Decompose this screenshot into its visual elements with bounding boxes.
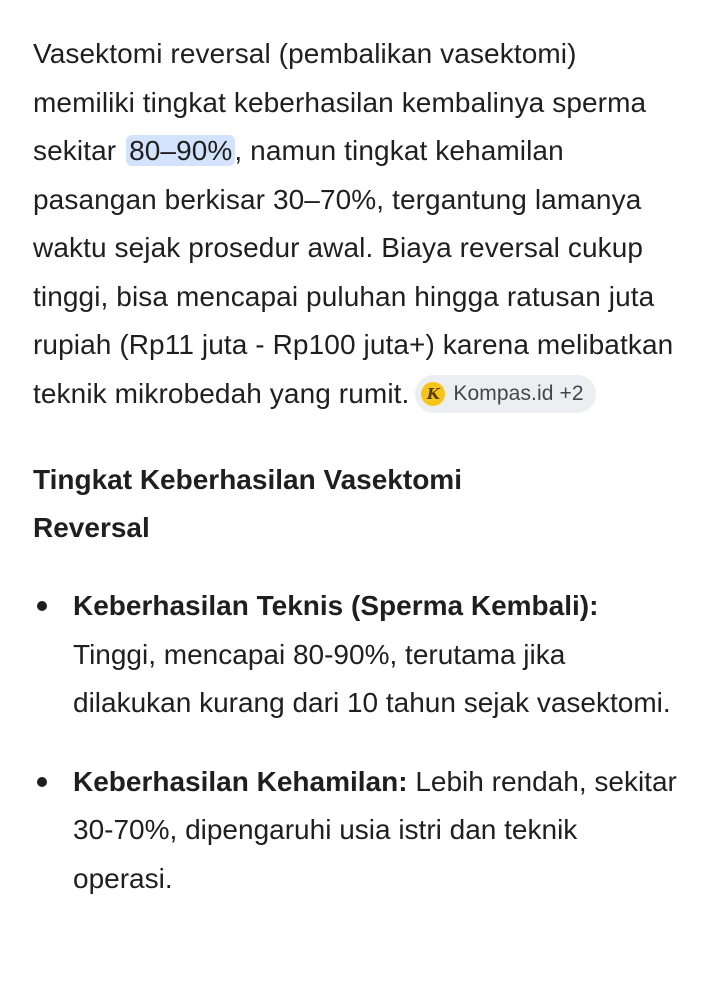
success-list: [33, 582, 680, 903]
highlighted-stat[interactable]: 80–90%: [126, 135, 235, 166]
bullet-icon: [37, 601, 47, 611]
source-count: +2: [559, 381, 584, 405]
list-item-text: Tinggi, mencapai 80-90%, terutama jika dilakukan kurang dari 10 tahun sejak vasektomi.: [73, 638, 671, 718]
summary-text-2: , namun tingkat kehamilan pasangan berkisar 30–70%, tergantung lamanya waktu sejak prosedur awal. Biaya reversal cukup tinggi, bisa mencapai puluhan hingga ratusan juta rupiah (Rp11 juta - Rp100 juta+) karena melibatkan teknik mikrobedah yang rumit.: [33, 135, 674, 409]
summary-paragraph: [33, 30, 680, 418]
section-heading: Tingkat Keberhasilan Vasektomi Reversal: [33, 464, 462, 543]
list-item-text: Lebih rendah, sekitar 30-70%, dipengaruhi usia istri dan teknik operasi.: [73, 765, 677, 894]
list-item: [33, 582, 680, 728]
bullet-icon: [37, 777, 47, 787]
list-item-lead: Keberhasilan Kehamilan:: [73, 765, 408, 797]
list-item: [33, 758, 680, 904]
source-name: Kompas.id: [453, 381, 554, 405]
summary-text-1: Vasektomi reversal (pembalikan vasektomi) memiliki tingkat keberhasilan kembalinya sperma sekitar: [33, 38, 647, 166]
list-item-lead: Keberhasilan Teknis (Sperma Kembali):: [73, 590, 599, 621]
source-chip[interactable]: [415, 375, 595, 413]
kompas-logo-icon: K: [421, 382, 445, 406]
